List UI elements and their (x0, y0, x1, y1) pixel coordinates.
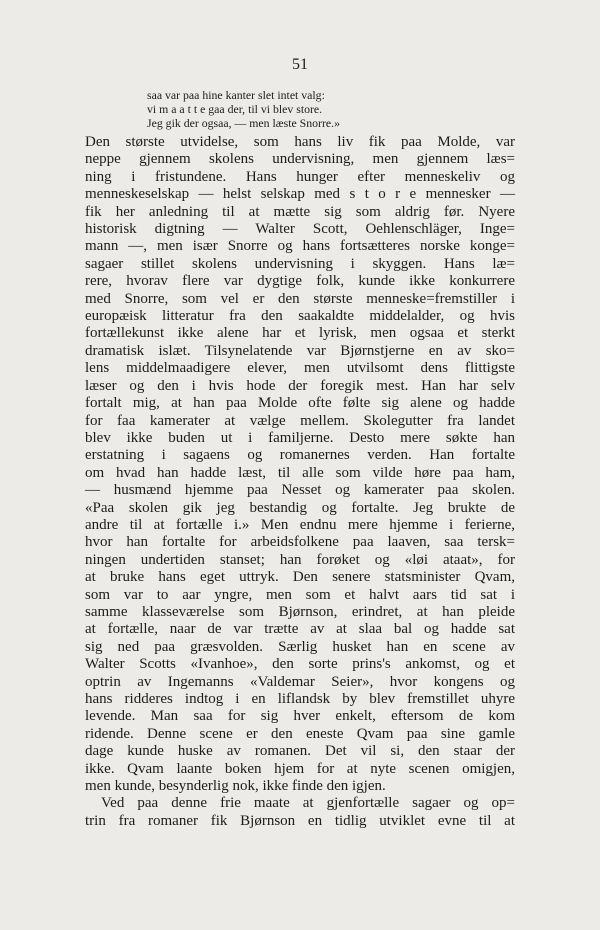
text-line: med Snorre, som vel er den største menneske=fremstiller i (85, 290, 515, 307)
text-line: rere, hvorav flere var dygtige folk, kunde ikke konkurrere (85, 273, 515, 290)
text-line: fortalt mig, at han paa Molde ofte følte sig alene og hadde (85, 395, 515, 412)
text-line: blev ikke buden ut i familjerne. Desto mere søkte han (85, 429, 515, 446)
text-line: om hvad han hadde læst, til alle som vilde høre paa ham, (85, 464, 515, 481)
text-line: ningen undertiden stanset; han forøket og «løi ataat», for (85, 551, 515, 568)
text-line: at fortælle, naar de var trætte av at slaa bal og hadde sat (85, 621, 515, 638)
text-line: fortællekunst ikke alene har et lyrisk, men ogsaa et sterkt (85, 325, 515, 342)
quote-line: vi m a a t t e gaa der, til vi blev store. (147, 102, 323, 117)
text-line: menneskeselskap — helst selskap med s t o r e mennesker — (85, 186, 515, 203)
text-line: som var to aar yngre, men som et halvt aars tid sat i (85, 586, 515, 603)
text-line: europæisk litteratur fra den saakaldte middelalder, og hvis (85, 308, 515, 325)
text-line: historisk digtning — Walter Scott, Oehlenschläger, Inge= (85, 221, 515, 238)
paragraph-1 (85, 134, 515, 795)
text-line: erstatning i sagaens og romanernes verden. Han fortalte (85, 447, 515, 464)
text-line: hvor han fortalte for arbeidsfolkene paa laaven, saa tersk= (85, 534, 515, 551)
quote-line: Jeg gik der ogsaa, — men læste Snorre.» (147, 116, 340, 131)
text-line: sagaer stillet skolens undervisning i skyggen. Hans læ= (85, 255, 515, 272)
text-line: fik her anledning til at mætte sig som aldrig før. Nyere (85, 203, 515, 220)
text-line: neppe gjennem skolens undervisning, men gjennem læs= (85, 151, 515, 168)
text-line: for faa kamerater at vælge mellem. Skolegutter fra landet (85, 412, 515, 429)
text-line: sig ned paa græsvolden. Særlig husket han en scene av (85, 638, 515, 655)
text-line: «Paa skolen gik jeg bestandig og fortalte. Jeg brukte de (85, 499, 515, 516)
text-line: trin fra romaner fik Bjørnson en tidlig utviklet evne til at (85, 812, 515, 829)
text-line: samme klasseværelse som Bjørnson, erindret, at han pleide (85, 603, 515, 620)
text-line: levende. Man saa for sig hver enkelt, eftersom de kom (85, 708, 515, 725)
text-line: ning i fristundene. Hans hunger efter menneskeliv og (85, 168, 515, 185)
page-number: 51 (292, 56, 308, 73)
text-line: men kunde, besynderlig nok, ikke finde den igjen. (85, 778, 386, 795)
body-text (85, 134, 515, 830)
quote-line: saa var paa hine kanter slet intet valg: (147, 88, 325, 102)
text-line: Ved paa denne frie maate at gjenfortælle sagaer og op= (101, 795, 515, 812)
text-line: andre til at fortælle i.» Men endnu mere hjemme i ferierne, (85, 516, 515, 533)
text-line: lens middelmaadigere elever, men utvilsomt dens flittigste (85, 360, 515, 377)
text-line: læser og den i hvis hode der foregik mest. Han har selv (85, 377, 515, 394)
text-line: hans ridderes indtog i en liflandsk by blev fremstillet uhyre (85, 691, 515, 707)
verse-quote (147, 88, 447, 131)
text-line: at bruke hans eget uttryk. Den senere statsminister Qvam, (85, 569, 515, 586)
text-line: ikke. Qvam laante boken hjem for at nyte scenen omigjen, (85, 760, 515, 777)
text-line: Den største utvidelse, som hans liv fik paa Molde, var (85, 134, 515, 150)
text-line: ridende. Denne scene er den eneste Qvam paa sine gamle (85, 725, 515, 742)
text-line: dramatisk islæt. Tilsynelatende var Bjørnstjerne en av sko= (85, 342, 515, 359)
text-line: mann —, men især Snorre og hans fortsætteres norske konge= (85, 238, 515, 255)
text-line: — husmænd hjemme paa Nesset og kamerater paa skolen. (85, 482, 515, 499)
paragraph-2 (85, 795, 515, 830)
text-line: Walter Scotts «Ivanhoe», den sorte prins's ankomst, og et (85, 656, 515, 673)
text-line: dage kunde huske av romanen. Det vil si, den staar der (85, 743, 515, 760)
text-line: optrin av Ingemanns «Valdemar Seier», hvor kongens og (85, 673, 515, 690)
